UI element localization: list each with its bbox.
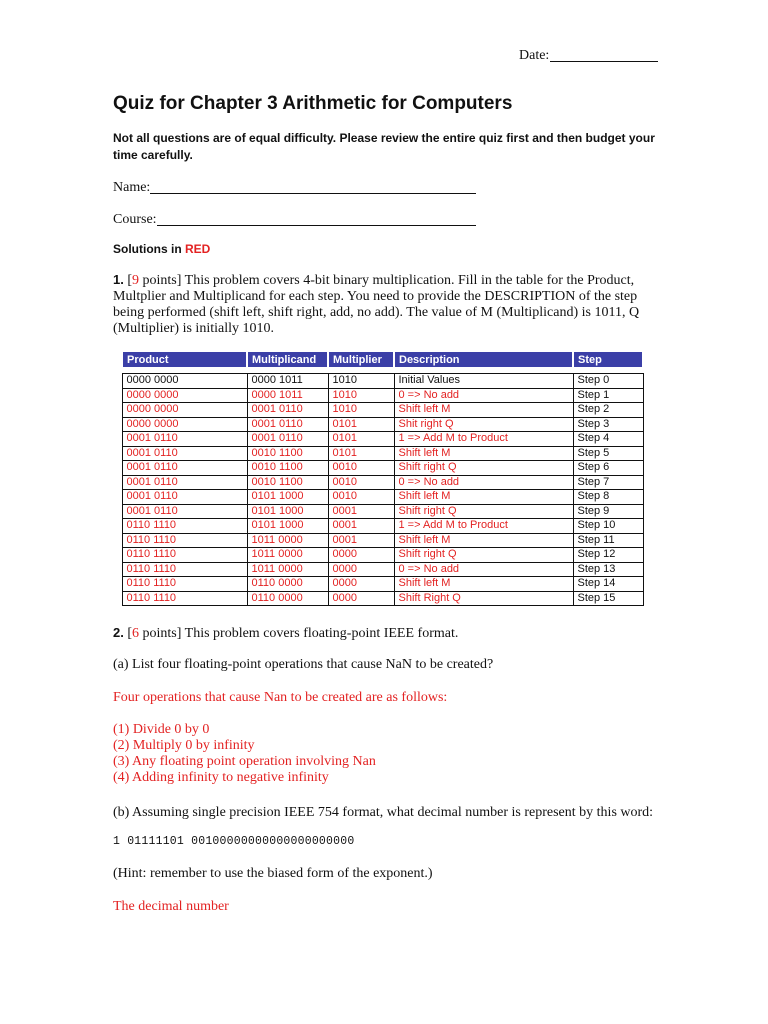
cell-product: 0000 0000 xyxy=(122,403,247,418)
cell-step: Step 5 xyxy=(573,446,643,461)
cell-multiplicand: 1011 0000 xyxy=(247,562,328,577)
table-row xyxy=(122,562,643,577)
cell-product: 0000 0000 xyxy=(122,374,247,389)
cell-multiplier: 0001 xyxy=(328,519,394,534)
cell-description: Initial Values xyxy=(394,374,573,389)
cell-multiplicand: 0000 1011 xyxy=(247,388,328,403)
table-row xyxy=(122,403,643,418)
name-blank-line[interactable] xyxy=(150,179,476,194)
hint-text: (Hint: remember to use the biased form of the exponent.) xyxy=(113,866,433,881)
table-row xyxy=(122,519,643,534)
answer-2a-heading: Four operations that cause Nan to be created are as follows: xyxy=(113,690,448,705)
cell-description: Shift right Q xyxy=(394,548,573,563)
table-row xyxy=(122,577,643,592)
cell-multiplier: 0101 xyxy=(328,417,394,432)
cell-step: Step 10 xyxy=(573,519,643,534)
course-label: Course: xyxy=(113,212,157,227)
cell-step: Step 12 xyxy=(573,548,643,563)
cell-multiplicand: 0101 1000 xyxy=(247,504,328,519)
question-2a: (a) List four floating-point operations that cause NaN to be created? xyxy=(113,657,494,672)
cell-multiplicand: 0110 0000 xyxy=(247,577,328,592)
table-row xyxy=(122,533,643,548)
date-blank-line[interactable] xyxy=(550,47,658,62)
cell-multiplier: 1010 xyxy=(328,403,394,418)
header-multiplicand: Multiplicand xyxy=(247,352,328,367)
cell-step: Step 2 xyxy=(573,403,643,418)
question-2-number: 2. xyxy=(113,625,124,640)
answer-2a-list xyxy=(113,722,376,786)
cell-step: Step 13 xyxy=(573,562,643,577)
cell-product: 0001 0110 xyxy=(122,475,247,490)
course-blank-line[interactable] xyxy=(157,211,476,226)
question-1-text: This problem covers 4-bit binary multiplication. Fill in the table for the Product, Multplier and Multiplicand for each step. You need to provide the DESCRIPTION of the step being performed (shift left, shift right, add, no add). The value of M (Multiplicand) is 1011, Q (Multiplier) is initially 1010. xyxy=(113,273,640,336)
cell-step: Step 8 xyxy=(573,490,643,505)
cell-multiplicand: 0101 1000 xyxy=(247,519,328,534)
cell-multiplicand: 1011 0000 xyxy=(247,548,328,563)
cell-description: Shift right Q xyxy=(394,461,573,476)
cell-step: Step 9 xyxy=(573,504,643,519)
name-field xyxy=(113,179,476,196)
multiplication-table xyxy=(121,352,644,606)
question-1-points: 9 xyxy=(132,273,140,288)
cell-product: 0110 1110 xyxy=(122,562,247,577)
cell-product: 0110 1110 xyxy=(122,548,247,563)
cell-step: Step 3 xyxy=(573,417,643,432)
list-item: (3) Any floating point operation involving Nan xyxy=(113,754,376,769)
cell-multiplier: 0001 xyxy=(328,504,394,519)
solutions-highlight: RED xyxy=(185,242,211,256)
cell-product: 0001 0110 xyxy=(122,446,247,461)
cell-product: 0110 1110 xyxy=(122,591,247,606)
cell-multiplicand: 0010 1100 xyxy=(247,461,328,476)
cell-product: 0110 1110 xyxy=(122,577,247,592)
cell-multiplicand: 0001 0110 xyxy=(247,432,328,447)
answer-2b-start: The decimal number xyxy=(113,899,229,914)
ieee-word: 1 01111101 00100000000000000000000 xyxy=(113,835,355,848)
cell-description: Shift left M xyxy=(394,533,573,548)
cell-multiplicand: 0010 1100 xyxy=(247,446,328,461)
cell-multiplicand: 0010 1100 xyxy=(247,475,328,490)
header-multiplier: Multiplier xyxy=(328,352,394,367)
cell-description: 0 => No add xyxy=(394,475,573,490)
cell-multiplier: 0000 xyxy=(328,577,394,592)
cell-product: 0110 1110 xyxy=(122,533,247,548)
cell-step: Step 0 xyxy=(573,374,643,389)
question-1-number: 1. xyxy=(113,272,124,287)
cell-description: 0 => No add xyxy=(394,388,573,403)
cell-step: Step 15 xyxy=(573,591,643,606)
cell-description: Shift left M xyxy=(394,403,573,418)
question-1 xyxy=(113,272,653,337)
cell-multiplier: 0001 xyxy=(328,533,394,548)
cell-multiplicand: 0001 0110 xyxy=(247,417,328,432)
cell-multiplicand: 0001 0110 xyxy=(247,403,328,418)
cell-description: Shit right Q xyxy=(394,417,573,432)
course-field xyxy=(113,211,476,228)
question-2-points-open: [ xyxy=(127,626,133,641)
cell-multiplier: 0101 xyxy=(328,432,394,447)
list-item: (1) Divide 0 by 0 xyxy=(113,722,210,737)
list-item: (4) Adding infinity to negative infinity xyxy=(113,770,329,785)
cell-step: Step 1 xyxy=(573,388,643,403)
table-row xyxy=(122,432,643,447)
header-step: Step xyxy=(573,352,643,367)
name-label: Name: xyxy=(113,180,151,195)
cell-multiplier: 0000 xyxy=(328,548,394,563)
cell-description: Shift right Q xyxy=(394,504,573,519)
table-row xyxy=(122,475,643,490)
page-title: Quiz for Chapter 3 Arithmetic for Computers xyxy=(113,93,513,114)
table-row xyxy=(122,490,643,505)
question-2b: (b) Assuming single precision IEEE 754 format, what decimal number is represent by this word: xyxy=(113,805,654,820)
cell-step: Step 6 xyxy=(573,461,643,476)
solutions-prefix: Solutions in xyxy=(113,242,185,256)
table-row xyxy=(122,548,643,563)
date-label: Date: xyxy=(519,48,550,63)
cell-description: Shift Right Q xyxy=(394,591,573,606)
cell-step: Step 14 xyxy=(573,577,643,592)
cell-step: Step 4 xyxy=(573,432,643,447)
cell-multiplier: 0010 xyxy=(328,461,394,476)
table-row xyxy=(122,461,643,476)
cell-step: Step 11 xyxy=(573,533,643,548)
cell-multiplier: 0000 xyxy=(328,591,394,606)
cell-description: Shift left M xyxy=(394,446,573,461)
cell-product: 0110 1110 xyxy=(122,519,247,534)
cell-product: 0001 0110 xyxy=(122,504,247,519)
table-header-row xyxy=(122,352,643,367)
cell-step: Step 7 xyxy=(573,475,643,490)
table-row xyxy=(122,446,643,461)
cell-multiplier: 0000 xyxy=(328,562,394,577)
question-2-text: This problem covers floating-point IEEE format. xyxy=(181,626,459,641)
table-row xyxy=(122,504,643,519)
question-2 xyxy=(113,625,458,642)
cell-multiplier: 1010 xyxy=(328,374,394,389)
intro-text: Not all questions are of equal difficulty. Please review the entire quiz first and then budget your time carefully. xyxy=(113,131,655,162)
cell-product: 0000 0000 xyxy=(122,417,247,432)
table-row xyxy=(122,374,643,389)
cell-description: Shift left M xyxy=(394,577,573,592)
table-row xyxy=(122,591,643,606)
cell-description: 0 => No add xyxy=(394,562,573,577)
cell-multiplier: 0010 xyxy=(328,475,394,490)
list-item: (2) Multiply 0 by infinity xyxy=(113,738,255,753)
cell-description: 1 => Add M to Product xyxy=(394,519,573,534)
cell-product: 0000 0000 xyxy=(122,388,247,403)
cell-product: 0001 0110 xyxy=(122,461,247,476)
solutions-note xyxy=(113,242,210,256)
cell-multiplicand: 1011 0000 xyxy=(247,533,328,548)
cell-multiplicand: 0000 1011 xyxy=(247,374,328,389)
question-2-points-close: points] xyxy=(139,626,182,641)
table-row xyxy=(122,388,643,403)
header-product: Product xyxy=(122,352,247,367)
header-description: Description xyxy=(394,352,573,367)
cell-multiplier: 0101 xyxy=(328,446,394,461)
cell-multiplicand: 0101 1000 xyxy=(247,490,328,505)
cell-description: Shift left M xyxy=(394,490,573,505)
question-1-points-open: [ xyxy=(127,273,133,288)
cell-description: 1 => Add M to Product xyxy=(394,432,573,447)
table-row xyxy=(122,417,643,432)
cell-multiplier: 1010 xyxy=(328,388,394,403)
date-field xyxy=(519,47,658,64)
cell-product: 0001 0110 xyxy=(122,432,247,447)
table-body xyxy=(122,367,643,606)
cell-multiplicand: 0110 0000 xyxy=(247,591,328,606)
question-2-points: 6 xyxy=(132,626,140,641)
cell-multiplier: 0010 xyxy=(328,490,394,505)
cell-product: 0001 0110 xyxy=(122,490,247,505)
question-1-points-close: points] xyxy=(139,273,182,288)
